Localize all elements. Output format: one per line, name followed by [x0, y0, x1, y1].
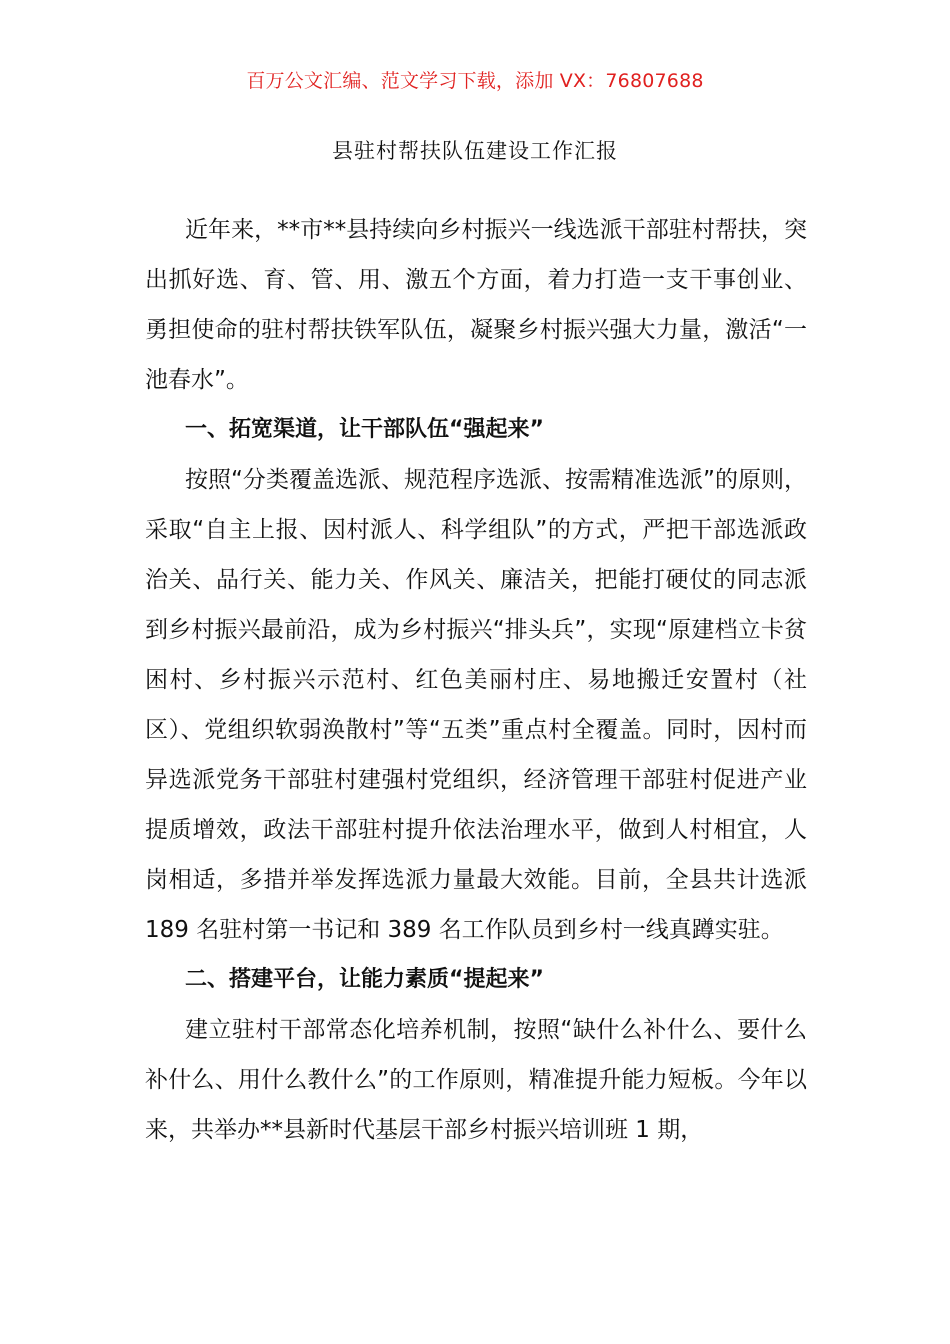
section-1-heading: 一、拓宽渠道，让干部队伍“强起来”	[185, 417, 544, 442]
section-2-paragraph: 建立驻村干部常态化培养机制，按照“缺什么补什么、要什么补什么、用什么教什么”的工作原则，精准提升能力短板。今年以来，共举办**县新时代基层干部乡村振兴培训班 1 期，	[145, 1017, 807, 1143]
section-2-heading: 二、搭建平台，让能力素质“提起来”	[185, 967, 544, 992]
intro-paragraph: 近年来，**市**县持续向乡村振兴一线选派干部驻村帮扶，突出抓好选、育、管、用、激五个方面，着力打造一支干事创业、勇担使命的驻村帮扶铁军队伍，凝聚乡村振兴强大力量，激活“一池春水”。	[145, 217, 807, 393]
section-1-paragraph: 按照“分类覆盖选派、规范程序选派、按需精准选派”的原则，采取“自主上报、因村派人、科学组队”的方式，严把干部选派政治关、品行关、能力关、作风关、廉洁关，把能打硬仗的同志派到乡村振兴最前沿，成为乡村振兴“排头兵”，实现“原建档立卡贫困村、乡村振兴示范村、红色美丽村庄、易地搬迁安置村（社区）、党组织软弱涣散村”等“五类”重点村全覆盖。同时，因村而异选派党务干部驻村建强村党组织，经济管理干部驻村促进产业提质增效，政法干部驻村提升依法治理水平，做到人村相宜，人岗相适，多措并举发挥选派力量最大效能。目前，全县共计选派 189 名驻村第一书记和 389 名工作队员到乡村一线真蹲实驻。	[145, 467, 807, 943]
document-title: 县驻村帮扶队伍建设工作汇报	[332, 139, 618, 163]
promo-banner: 百万公文汇编、范文学习下载，添加 VX：76807688	[246, 70, 704, 92]
document-body	[145, 205, 807, 1155]
